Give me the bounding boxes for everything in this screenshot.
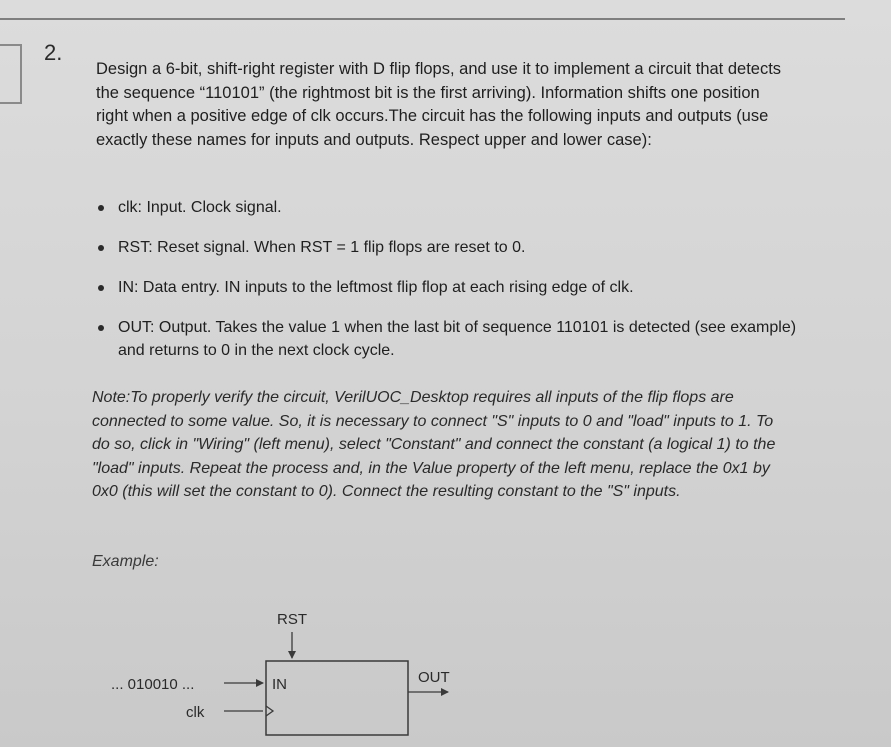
- bullet-icon: [98, 205, 104, 211]
- example-label: Example:: [92, 553, 159, 570]
- bullet-icon: [98, 285, 104, 291]
- list-item-clk: [96, 196, 816, 219]
- clock-triangle-icon: [266, 706, 273, 716]
- question-number: 2.: [44, 40, 63, 65]
- list-item-rst: [96, 236, 816, 259]
- list-item-text: RST: Reset signal. When RST = 1 flip flops are reset to 0.: [118, 239, 526, 256]
- bullet-icon: [98, 245, 104, 251]
- clk-label: clk: [186, 704, 205, 721]
- list-item-text: clk: Input. Clock signal.: [118, 199, 282, 216]
- question-text: Design a 6-bit, shift-right register with D flip flops, and use it to implement a circuit that detects the sequence “110101” (the rightmost bit is the first arriving). Information shifts one position right when a positive edge of clk occurs.The circuit has the following inputs and outputs (use exactly these names for inputs and outputs. Respect upper and lower case):: [96, 60, 782, 149]
- list-item-in: [96, 276, 816, 299]
- top-divider: [0, 18, 845, 20]
- list-item-out: [96, 316, 816, 362]
- list-item-text: IN: Data entry. IN inputs to the leftmost flip flop at each rising edge of clk.: [118, 279, 634, 296]
- rst-label: RST: [277, 611, 307, 628]
- out-label: OUT: [418, 669, 450, 686]
- note-paragraph: Note:To properly verify the circuit, VerilUOC_Desktop requires all inputs of the flip flops are connected to some value. So, it is necessary to connect "S" inputs to 0 and "load" inputs to 1. To do so, click in "Wiring" (left menu), select "Constant" and connect the constant (a logical 1) to the "load" inputs. Repeat the process and, in the Value property of the left menu, replace the 0x1 by 0x0 (this will set the constant to 0). Connect the resulting constant to the "S" inputs.: [92, 389, 776, 500]
- circuit-diagram: [100, 600, 500, 740]
- question-marker-box: [0, 44, 22, 104]
- list-item-text: OUT: Output. Takes the value 1 when the last bit of sequence 110101 is detected (see example) and returns to 0 in the next clock cycle.: [118, 319, 797, 359]
- io-list: [96, 196, 816, 379]
- register-box: [266, 661, 408, 735]
- in-label: IN: [272, 676, 287, 693]
- bullet-icon: [98, 325, 104, 331]
- sequence-label: ... 010010 ...: [111, 676, 195, 693]
